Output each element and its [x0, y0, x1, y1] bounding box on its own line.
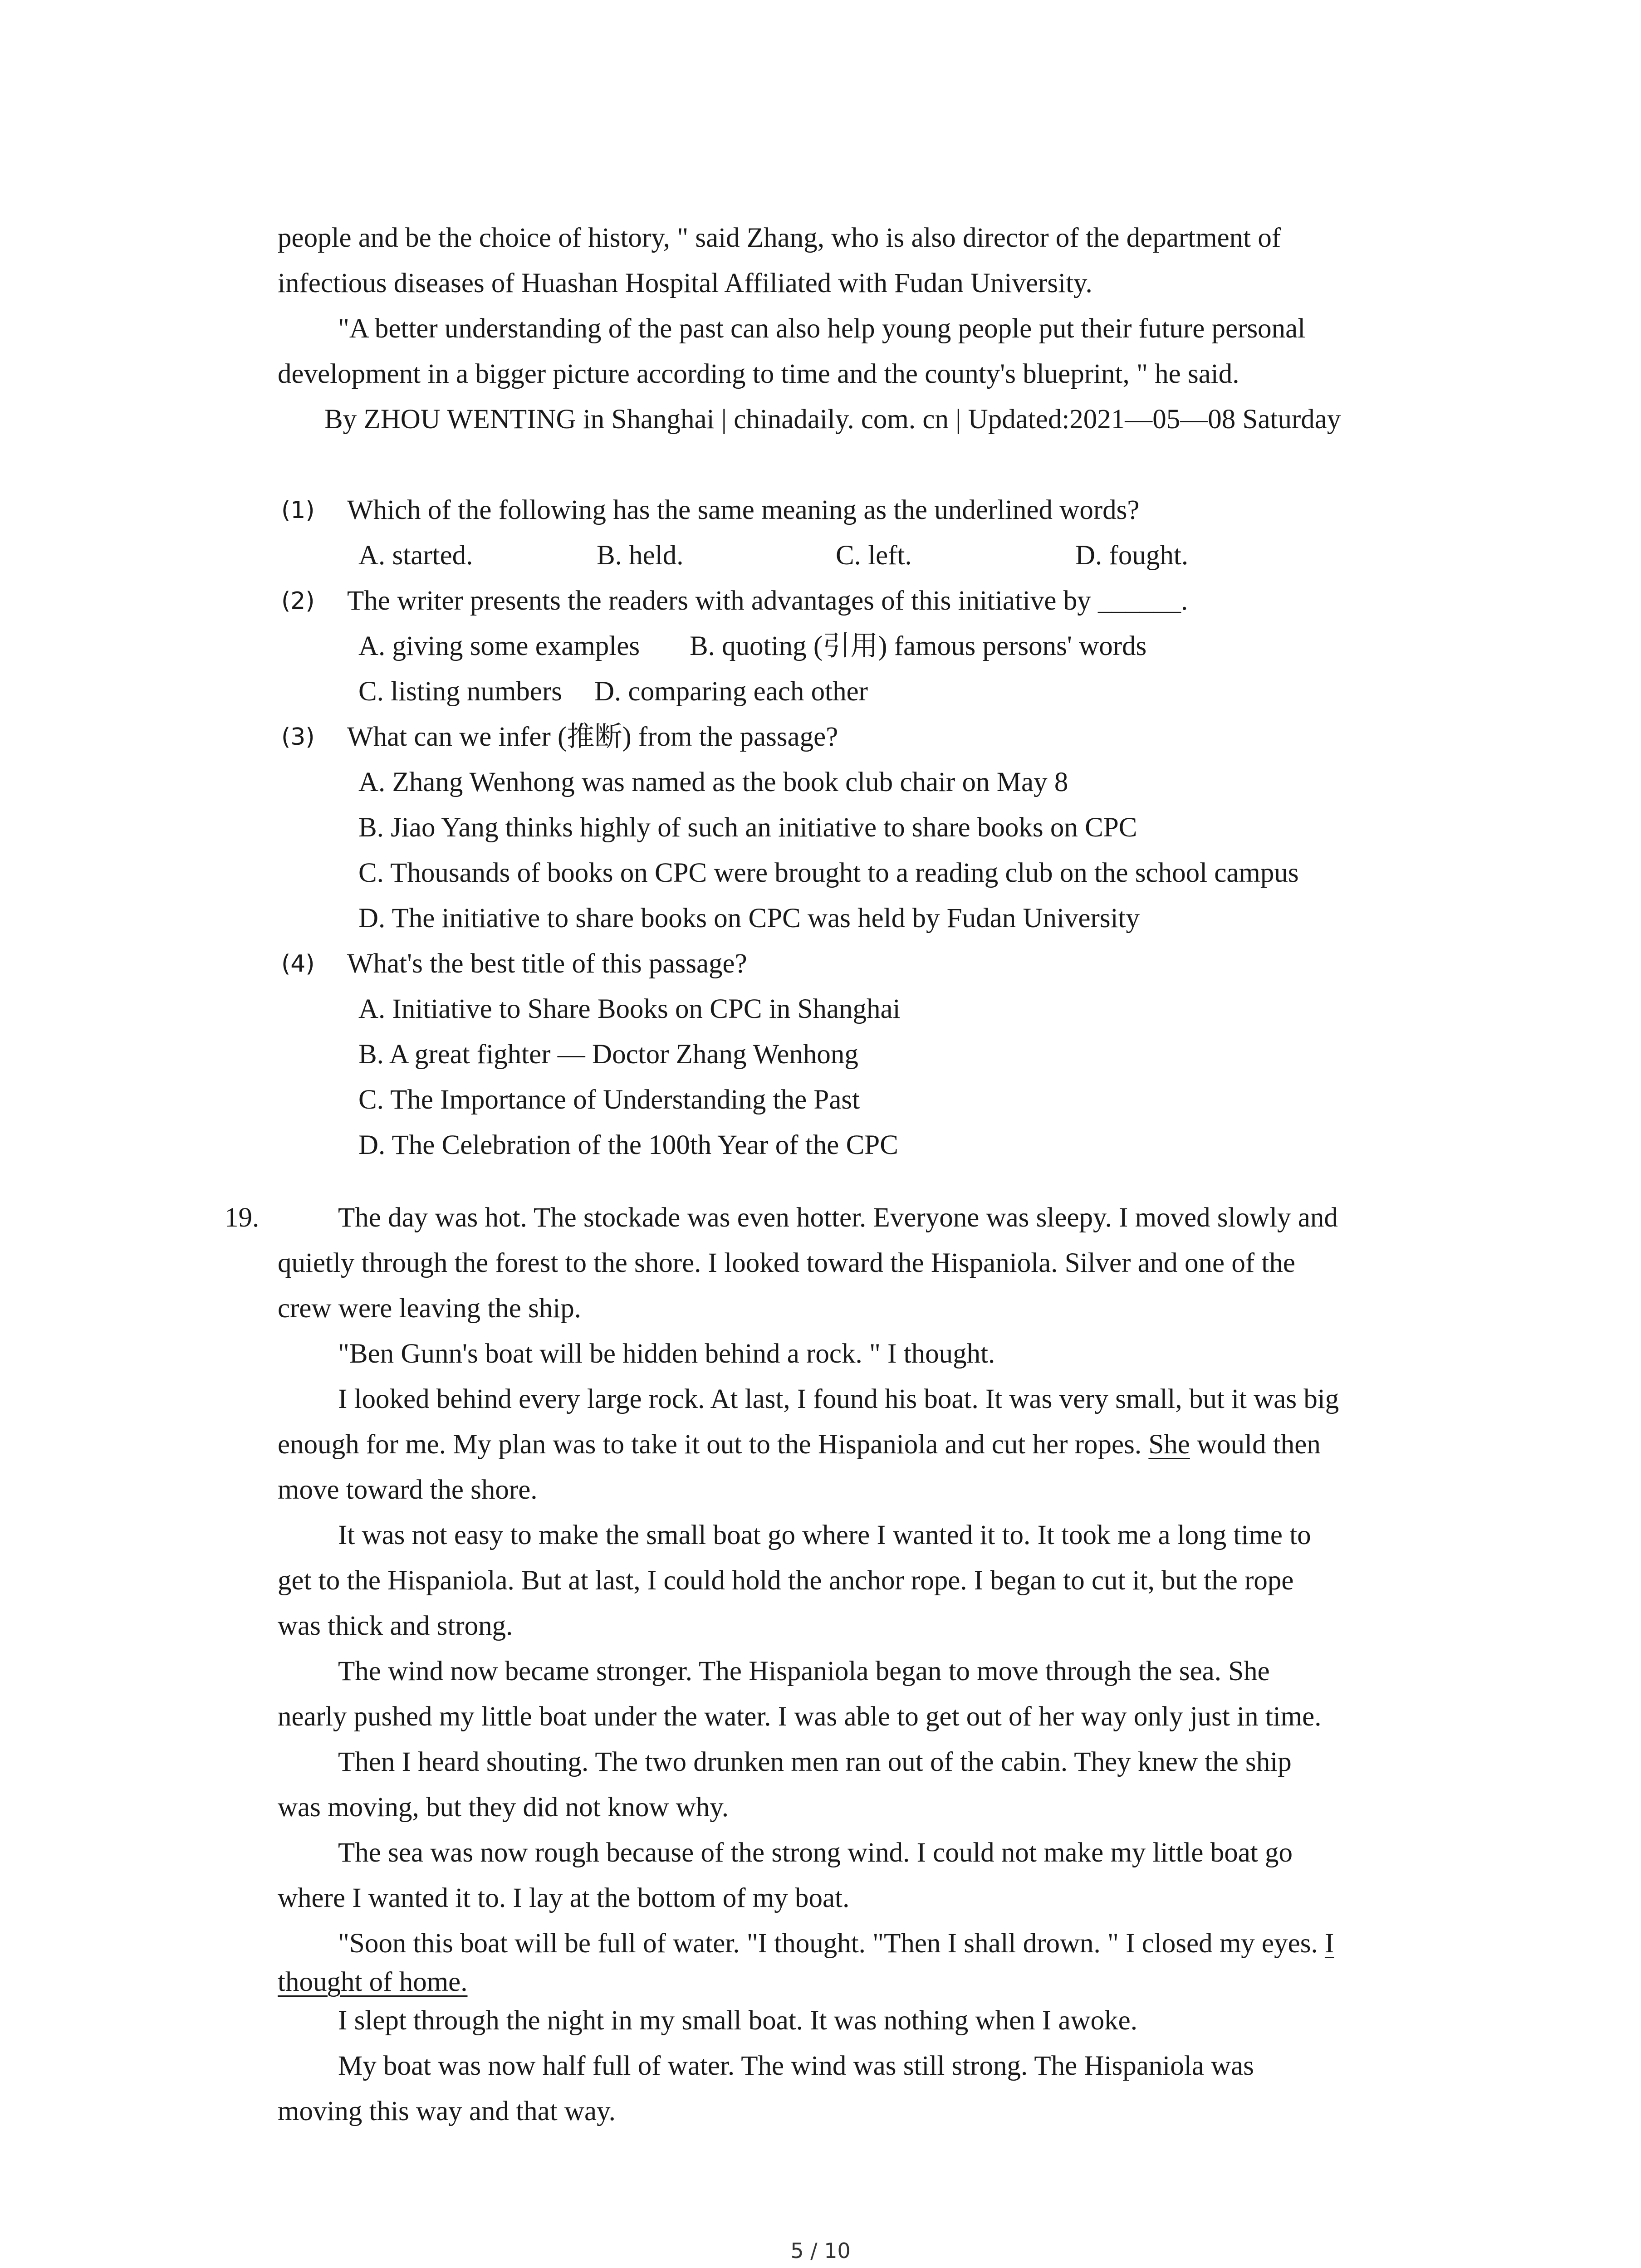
passage-line: Then I heard shouting. The two drunken men ran out of the cabin. They knew the ship [338, 1747, 1292, 1777]
passage-line: move toward the shore. [278, 1475, 538, 1505]
passage-line: development in a bigger picture according to time and the county's blueprint, " he said. [278, 359, 1239, 389]
passage-line: quietly through the forest to the shore. I looked toward the Hispaniola. Silver and one of the [278, 1248, 1295, 1278]
passage-text: "Soon this boat will be full of water. "I thought. "Then I shall drown. " I closed my eyes. [338, 1928, 1325, 1959]
passage-line [278, 1422, 1321, 1467]
option: D. The Celebration of the 100th Year of the CPC [358, 1130, 898, 1160]
question-number: (1) [281, 497, 315, 524]
page-number: 5 / 10 [790, 2239, 851, 2263]
passage-text: enough for me. My plan was to take it out to the Hispaniola and cut her ropes. [278, 1429, 1149, 1460]
passage-text: would then [1190, 1429, 1321, 1460]
option: B. held. [597, 540, 684, 571]
passage-line: "Ben Gunn's boat will be hidden behind a rock. " I thought. [338, 1339, 995, 1369]
option: D. The initiative to share books on CPC was held by Fudan University [358, 903, 1140, 934]
passage-line: moving this way and that way. [278, 2096, 616, 2126]
passage-line [338, 1921, 1334, 1966]
question-text: The writer presents the readers with advantages of this initiative by ______. [347, 586, 1188, 616]
question-number: (2) [281, 587, 315, 615]
passage-number: 19. [225, 1202, 260, 1233]
passage-line: I looked behind every large rock. At last, I found his boat. It was very small, but it was big [338, 1384, 1339, 1414]
passage-line: My boat was now half full of water. The wind was still strong. The Hispaniola was [338, 2051, 1254, 2081]
question-number: (4) [281, 950, 315, 978]
option: C. The Importance of Understanding the Past [358, 1085, 860, 1115]
option: A. Zhang Wenhong was named as the book club chair on May 8 [358, 767, 1068, 797]
passage-line: where I wanted it to. I lay at the bottom of my boat. [278, 1883, 850, 1913]
question-number: (3) [281, 723, 315, 751]
option: A. giving some examples [358, 631, 640, 661]
option: A. started. [358, 540, 473, 571]
option: B. A great fighter — Doctor Zhang Wenhong [358, 1039, 858, 1070]
question-text: What's the best title of this passage? [347, 948, 747, 979]
option: C. left. [836, 540, 912, 571]
passage-line: I slept through the night in my small boat. It was nothing when I awoke. [338, 2005, 1137, 2036]
underlined-word: I [1324, 1928, 1334, 1959]
passage-line: It was not easy to make the small boat go where I wanted it to. It took me a long time to [338, 1520, 1311, 1550]
option: D. fought. [1075, 540, 1189, 571]
passage-line: nearly pushed my little boat under the water. I was able to get out of her way only just in time. [278, 1701, 1322, 1732]
passage-line: The day was hot. The stockade was even hotter. Everyone was sleepy. I moved slowly and [338, 1202, 1338, 1233]
underlined-word: She [1148, 1429, 1190, 1460]
option: D. comparing each other [594, 676, 868, 707]
underlined-phrase: thought of home. [278, 1967, 468, 1997]
passage-line: get to the Hispaniola. But at last, I could hold the anchor rope. I began to cut it, but the rope [278, 1565, 1294, 1596]
passage-line: infectious diseases of Huashan Hospital Affiliated with Fudan University. [278, 268, 1092, 298]
option: B. quoting (引用) famous persons' words [690, 631, 1147, 661]
option: C. Thousands of books on CPC were brought to a reading club on the school campus [358, 858, 1299, 888]
passage-line: crew were leaving the ship. [278, 1293, 582, 1324]
option: C. listing numbers [358, 676, 563, 707]
question-text: Which of the following has the same meaning as the underlined words? [347, 495, 1140, 525]
question-text: What can we infer (推断) from the passage? [347, 722, 838, 752]
option: A. Initiative to Share Books on CPC in Shanghai [358, 994, 901, 1024]
passage-line: The wind now became stronger. The Hispaniola began to move through the sea. She [338, 1656, 1270, 1686]
passage-line: The sea was now rough because of the strong wind. I could not make my little boat go [338, 1838, 1293, 1868]
passage-line: "A better understanding of the past can also help young people put their future personal [338, 313, 1306, 344]
source-credit: By ZHOU WENTING in Shanghai | chinadaily. com. cn | Updated:2021—05—08 Saturday [324, 404, 1341, 435]
passage-line: was thick and strong. [278, 1611, 513, 1641]
option: B. Jiao Yang thinks highly of such an initiative to share books on CPC [358, 812, 1137, 843]
passage-line: people and be the choice of history, " said Zhang, who is also director of the department of [278, 223, 1281, 253]
passage-line: was moving, but they did not know why. [278, 1792, 729, 1823]
